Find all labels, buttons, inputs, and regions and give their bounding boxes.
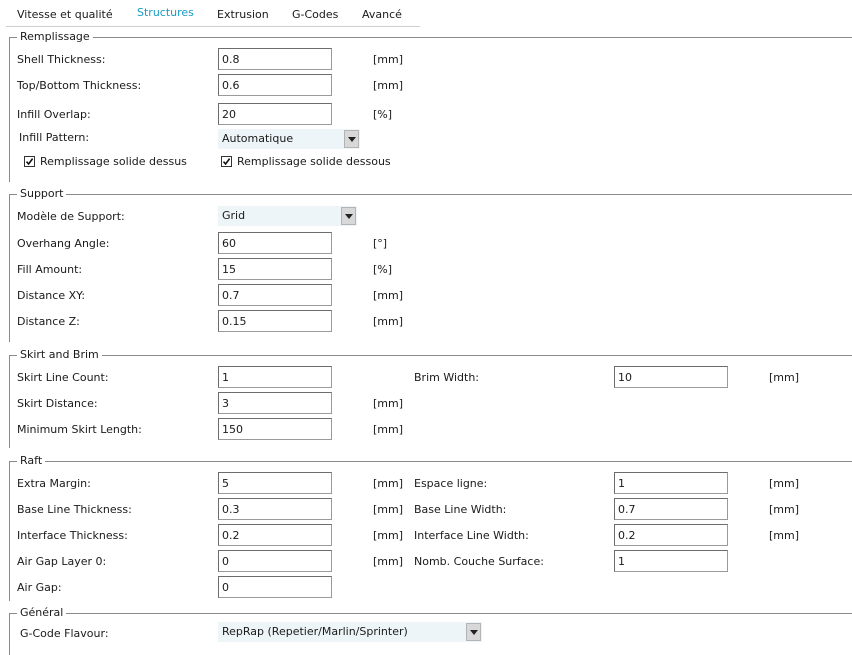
tab-g-codes[interactable]: G-Codes (292, 8, 339, 21)
group-border-left (9, 37, 10, 182)
shell-thickness-unit: [mm] (373, 53, 404, 66)
gcode-flavour-label: G-Code Flavour: (20, 627, 109, 640)
tab-divider (6, 26, 420, 27)
overhang-angle-unit: [°] (373, 237, 388, 250)
min-skirt-length-input[interactable] (218, 418, 332, 440)
surface-layers-input[interactable] (614, 550, 728, 572)
extra-margin-unit: [mm] (373, 477, 404, 490)
infill-pattern-value: Automatique (218, 129, 360, 149)
line-spacing-input[interactable] (614, 472, 728, 494)
interface-thickness-label: Interface Thickness: (17, 529, 128, 542)
group-border-left (9, 613, 10, 655)
group-border-top (9, 461, 852, 462)
min-skirt-length-unit: [mm] (373, 423, 404, 436)
fill-amount-label: Fill Amount: (17, 263, 83, 276)
tab-vitesse-qualite[interactable]: Vitesse et qualité (17, 8, 113, 21)
infill-pattern-label: Infill Pattern: (19, 131, 90, 144)
air-gap-input[interactable] (218, 576, 332, 598)
gcode-flavour-value: RepRap (Repetier/Marlin/Sprinter) (218, 622, 482, 642)
skirt-distance-input[interactable] (218, 392, 332, 414)
skirt-distance-label: Skirt Distance: (17, 397, 98, 410)
check-icon (222, 157, 231, 166)
group-title-skirt-brim: Skirt and Brim (17, 348, 102, 361)
air-gap-layer0-label: Air Gap Layer 0: (17, 555, 107, 568)
brim-width-unit: [mm] (769, 371, 800, 384)
infill-overlap-unit: [%] (373, 108, 393, 121)
group-border-left (9, 355, 10, 448)
distance-xy-unit: [mm] (373, 289, 404, 302)
tab-avance[interactable]: Avancé (362, 8, 402, 21)
interface-line-width-input[interactable] (614, 524, 728, 546)
group-border-top (9, 355, 852, 356)
solid-bottom-checkbox[interactable] (221, 156, 232, 167)
group-border-top (9, 613, 852, 614)
support-model-label: Modèle de Support: (17, 210, 125, 223)
distance-xy-label: Distance XY: (17, 289, 86, 302)
shell-thickness-input[interactable] (218, 48, 332, 70)
air-gap-layer0-input[interactable] (218, 550, 332, 572)
distance-z-unit: [mm] (373, 315, 404, 328)
group-title-remplissage: Remplissage (17, 30, 93, 43)
solid-top-label: Remplissage solide dessus (40, 155, 187, 168)
interface-line-width-unit: [mm] (769, 529, 800, 542)
distance-z-input[interactable] (218, 310, 332, 332)
surface-layers-label: Nomb. Couche Surface: (414, 555, 544, 568)
base-line-width-input[interactable] (614, 498, 728, 520)
top-bottom-thickness-label: Top/Bottom Thickness: (17, 79, 142, 92)
chevron-down-icon[interactable] (466, 623, 481, 641)
base-line-thickness-input[interactable] (218, 498, 332, 520)
base-line-width-label: Base Line Width: (414, 503, 507, 516)
interface-thickness-unit: [mm] (373, 529, 404, 542)
line-spacing-label: Espace ligne: (414, 477, 488, 490)
check-icon (25, 157, 34, 166)
interface-thickness-input[interactable] (218, 524, 332, 546)
base-line-width-unit: [mm] (769, 503, 800, 516)
shell-thickness-label: Shell Thickness: (17, 53, 106, 66)
top-bottom-thickness-input[interactable] (218, 74, 332, 96)
infill-overlap-label: Infill Overlap: (17, 108, 91, 121)
solid-top-checkbox[interactable] (24, 156, 35, 167)
top-bottom-thickness-unit: [mm] (373, 79, 404, 92)
support-model-value: Grid (218, 206, 357, 226)
brim-width-label: Brim Width: (414, 371, 480, 384)
skirt-line-count-input[interactable] (218, 366, 332, 388)
group-title-general: Général (17, 606, 66, 619)
solid-bottom-label: Remplissage solide dessous (237, 155, 391, 168)
tab-structures[interactable]: Structures (137, 6, 194, 19)
fill-amount-unit: [%] (373, 263, 393, 276)
distance-z-label: Distance Z: (17, 315, 80, 328)
interface-line-width-label: Interface Line Width: (414, 529, 529, 542)
base-line-thickness-unit: [mm] (373, 503, 404, 516)
skirt-distance-unit: [mm] (373, 397, 404, 410)
group-border-top (9, 194, 852, 195)
infill-overlap-input[interactable] (218, 103, 332, 125)
overhang-angle-input[interactable] (218, 232, 332, 254)
air-gap-layer0-unit: [mm] (373, 555, 404, 568)
overhang-angle-label: Overhang Angle: (17, 237, 110, 250)
group-title-support: Support (17, 187, 66, 200)
base-line-thickness-label: Base Line Thickness: (17, 503, 132, 516)
group-border-left (9, 194, 10, 342)
extra-margin-input[interactable] (218, 472, 332, 494)
group-title-raft: Raft (17, 454, 45, 467)
distance-xy-input[interactable] (218, 284, 332, 306)
air-gap-label: Air Gap: (17, 581, 62, 594)
min-skirt-length-label: Minimum Skirt Length: (17, 423, 142, 436)
chevron-down-icon[interactable] (344, 130, 359, 148)
brim-width-input[interactable] (614, 366, 728, 388)
line-spacing-unit: [mm] (769, 477, 800, 490)
chevron-down-icon[interactable] (341, 207, 356, 225)
fill-amount-input[interactable] (218, 258, 332, 280)
extra-margin-label: Extra Margin: (17, 477, 91, 490)
skirt-line-count-label: Skirt Line Count: (17, 371, 109, 384)
group-border-left (9, 461, 10, 601)
tab-extrusion[interactable]: Extrusion (217, 8, 269, 21)
group-border-top (9, 37, 852, 38)
